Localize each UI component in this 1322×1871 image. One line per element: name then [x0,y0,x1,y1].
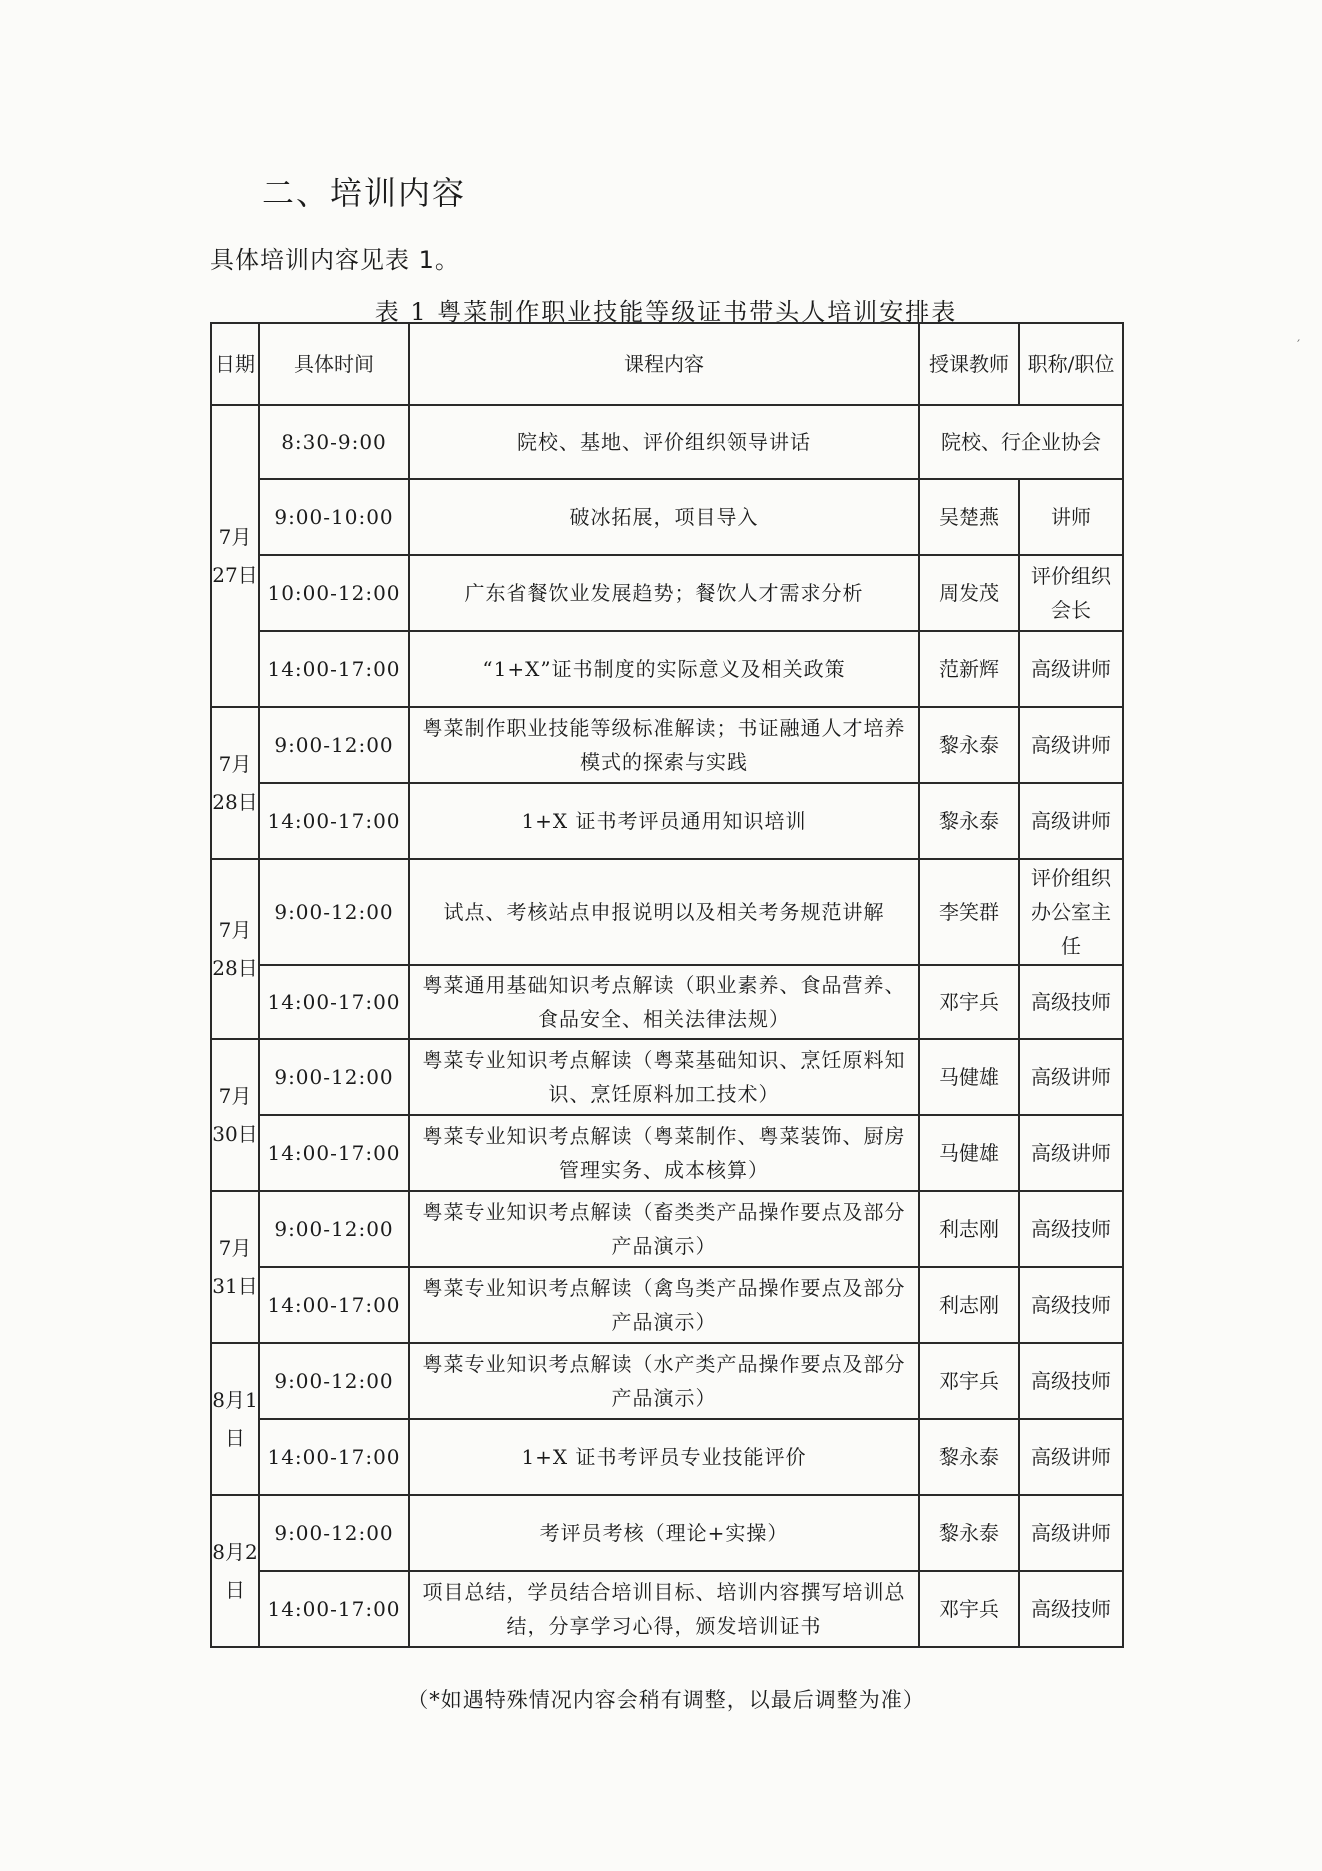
title-cell: 评价组织会长 [1019,555,1123,631]
teacher-cell: 邓宇兵 [919,1571,1019,1647]
content-cell: 院校、基地、评价组织领导讲话 [409,405,919,479]
title-cell: 高级讲师 [1019,783,1123,859]
content-cell: 粤菜专业知识考点解读（畜类类产品操作要点及部分产品演示） [409,1191,919,1267]
time-cell: 14:00-17:00 [259,783,409,859]
teacher-cell: 李笑群 [919,859,1019,965]
content-cell: 试点、考核站点申报说明以及相关考务规范讲解 [409,859,919,965]
title-cell: 高级讲师 [1019,1115,1123,1191]
table-row [211,707,1123,783]
content-cell: 1+X 证书考评员专业技能评价 [409,1419,919,1495]
table-row [211,1039,1123,1115]
time-cell: 9:00-12:00 [259,1191,409,1267]
teacher-cell: 黎永泰 [919,707,1019,783]
header-date: 日期 [211,323,259,405]
time-cell: 14:00-17:00 [259,965,409,1039]
header-teacher: 授课教师 [919,323,1019,405]
content-cell: “1+X”证书制度的实际意义及相关政策 [409,631,919,707]
content-cell: 粤菜通用基础知识考点解读（职业素养、食品营养、食品安全、相关法律法规） [409,965,919,1039]
title-cell: 高级讲师 [1019,1039,1123,1115]
time-cell: 14:00-17:00 [259,631,409,707]
table-row [211,555,1123,631]
teacher-cell: 黎永泰 [919,1495,1019,1571]
content-cell: 1+X 证书考评员通用知识培训 [409,783,919,859]
title-cell: 讲师 [1019,479,1123,555]
table-row [211,1419,1123,1495]
time-cell: 14:00-17:00 [259,1267,409,1343]
time-cell: 9:00-12:00 [259,707,409,783]
date-cell: 7月27日 [211,405,259,707]
teacher-cell: 马健雄 [919,1039,1019,1115]
time-cell: 14:00-17:00 [259,1419,409,1495]
table-row [211,631,1123,707]
date-cell: 7月31日 [211,1191,259,1343]
title-cell: 高级技师 [1019,1191,1123,1267]
table-row [211,1571,1123,1647]
teacher-cell: 利志刚 [919,1267,1019,1343]
title-cell: 高级技师 [1019,1571,1123,1647]
content-cell: 粤菜专业知识考点解读（水产类产品操作要点及部分产品演示） [409,1343,919,1419]
time-cell: 9:00-12:00 [259,1495,409,1571]
header-time: 具体时间 [259,323,409,405]
time-cell: 9:00-10:00 [259,479,409,555]
content-cell: 粤菜专业知识考点解读（粤菜制作、粤菜装饰、厨房管理实务、成本核算） [409,1115,919,1191]
table-row [211,1115,1123,1191]
teacher-cell: 吴楚燕 [919,479,1019,555]
content-cell: 粤菜专业知识考点解读（粤菜基础知识、烹饪原料知识、烹饪原料加工技术） [409,1039,919,1115]
table-row [211,1495,1123,1571]
intro-text: 具体培训内容见表 1。 [210,246,460,274]
teacher-cell: 黎永泰 [919,1419,1019,1495]
title-cell: 高级讲师 [1019,631,1123,707]
table-row [211,405,1123,479]
table-row [211,479,1123,555]
date-cell: 8月1日 [211,1343,259,1495]
table-row [211,1191,1123,1267]
table-row [211,1267,1123,1343]
date-cell: 7月30日 [211,1039,259,1191]
date-cell: 7月28日 [211,707,259,859]
title-cell: 高级技师 [1019,965,1123,1039]
content-cell: 项目总结，学员结合培训目标、培训内容撰写培训总结，分享学习心得，颁发培训证书 [409,1571,919,1647]
time-cell: 9:00-12:00 [259,1343,409,1419]
title-cell: 高级讲师 [1019,707,1123,783]
title-cell: 评价组织办公室主任 [1019,859,1123,965]
table-caption: 表 1 粤菜制作职业技能等级证书带头人培训安排表 [374,298,958,326]
date-cell: 7月28日 [211,859,259,1039]
teacher-cell: 周发茂 [919,555,1019,631]
content-cell: 广东省餐饮业发展趋势；餐饮人才需求分析 [409,555,919,631]
header-content: 课程内容 [409,323,919,405]
title-cell: 高级技师 [1019,1343,1123,1419]
date-cell: 8月2日 [211,1495,259,1647]
table-row [211,1343,1123,1419]
content-cell: 考评员考核（理论+实操） [409,1495,919,1571]
teacher-cell: 院校、行企业协会 [919,405,1123,479]
teacher-cell: 范新辉 [919,631,1019,707]
teacher-cell: 利志刚 [919,1191,1019,1267]
teacher-cell: 邓宇兵 [919,1343,1019,1419]
title-cell: 高级技师 [1019,1267,1123,1343]
scan-mark: ′ [1297,338,1301,354]
title-cell: 高级讲师 [1019,1495,1123,1571]
schedule-table [210,322,1124,1648]
content-cell: 破冰拓展，项目导入 [409,479,919,555]
time-cell: 14:00-17:00 [259,1115,409,1191]
header-title: 职称/职位 [1019,323,1123,405]
teacher-cell: 黎永泰 [919,783,1019,859]
table-row [211,965,1123,1039]
time-cell: 14:00-17:00 [259,1571,409,1647]
content-cell: 粤菜专业知识考点解读（禽鸟类产品操作要点及部分产品演示） [409,1267,919,1343]
time-cell: 8:30-9:00 [259,405,409,479]
section-title: 二、培训内容 [262,174,467,212]
footnote: （*如遇特殊情况内容会稍有调整，以最后调整为准） [407,1688,925,1712]
time-cell: 10:00-12:00 [259,555,409,631]
teacher-cell: 邓宇兵 [919,965,1019,1039]
table-row [211,783,1123,859]
time-cell: 9:00-12:00 [259,1039,409,1115]
table-row [211,859,1123,965]
time-cell: 9:00-12:00 [259,859,409,965]
title-cell: 高级讲师 [1019,1419,1123,1495]
header-row [211,323,1123,405]
teacher-cell: 马健雄 [919,1115,1019,1191]
content-cell: 粤菜制作职业技能等级标准解读；书证融通人才培养模式的探索与实践 [409,707,919,783]
